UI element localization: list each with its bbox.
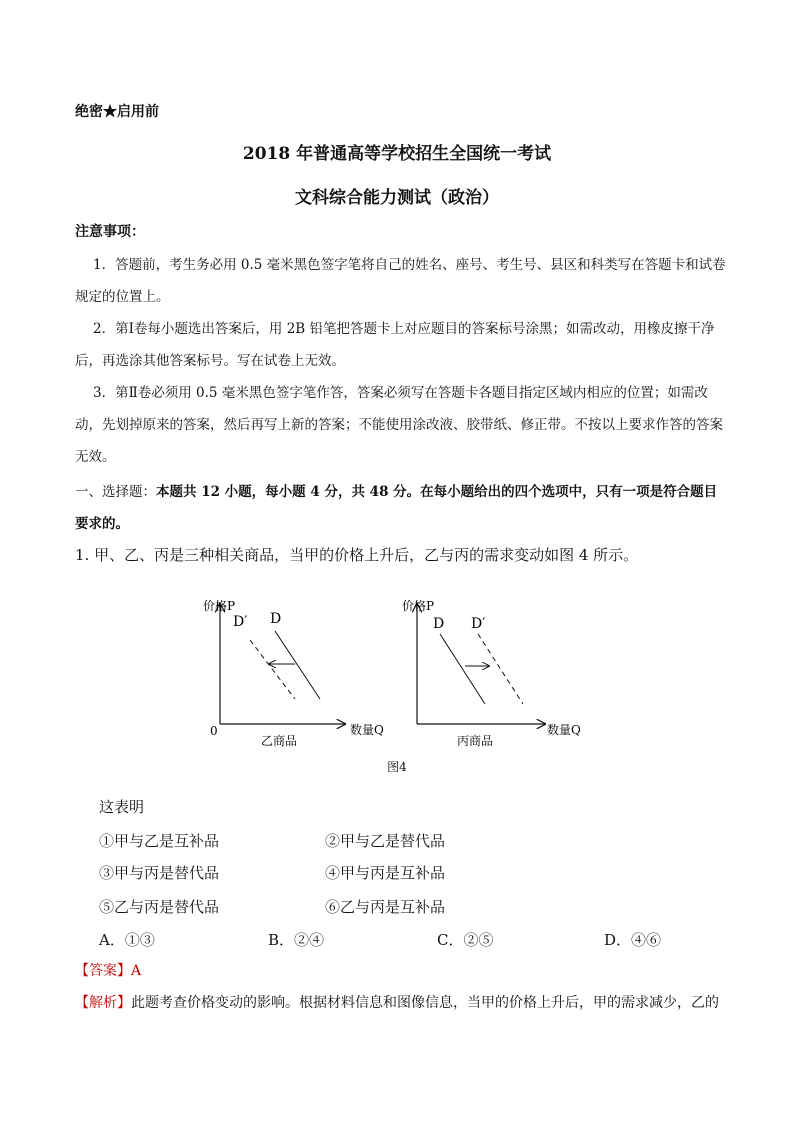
left-product-label: 乙商品 — [261, 734, 298, 748]
analysis-tag: 【解析】 — [75, 995, 131, 1011]
statement-3: ③甲与丙是替代品 — [99, 864, 220, 882]
left-chart — [203, 598, 384, 748]
statement-5: ⑤乙与丙是替代品 — [99, 898, 220, 916]
left-origin-label: 0 — [210, 724, 218, 738]
right-curve-new-label: D′ — [471, 616, 486, 632]
answer-value: A — [131, 963, 142, 979]
analysis-line — [75, 992, 719, 1012]
left-x-label: 数量Q — [350, 723, 384, 737]
statement-2: ②甲与乙是替代品 — [325, 832, 446, 850]
question-stem: 1. 甲、乙、丙是三种相关商品，当甲的价格上升后，乙与丙的需求变动如图 4 所示。 — [75, 546, 639, 564]
notice-item-1: 1．答题前，考生务必用 0.5 毫米黑色签字笔将自己的姓名、座号、考生号、县区和科类写在答题卡和试卷规定的位置上。 — [75, 257, 726, 305]
exam-title: 2018 年普通高等学校招生全国统一考试 — [242, 144, 552, 164]
right-y-label: 价格P — [402, 599, 435, 613]
section-heading: 一、选择题： — [75, 484, 156, 500]
notice-item-2: 2．第Ⅰ卷每小题选出答案后，用 2B 铅笔把答题卡上对应题目的答案标号涂黑；如需改动，用橡皮擦干净后，再选涂其他答案标号。写在试卷上无效。 — [75, 321, 715, 369]
analysis-text: 此题考查价格变动的影响。根据材料信息和图像信息，当甲的价格上升后，甲的需求减少，乙的 — [131, 995, 719, 1011]
choice-a: A．①③ — [99, 931, 155, 949]
right-chart — [402, 598, 581, 748]
right-product-label: 丙商品 — [457, 734, 494, 748]
demand-shift-figure — [195, 592, 595, 752]
left-curve-old-label: D — [270, 611, 282, 627]
left-y-label: 价格P — [203, 599, 236, 613]
confidential-label: 绝密★启用前 — [75, 104, 159, 120]
section-rule: 本题共 12 小题，每小题 4 分，共 48 分。在每小题给出的四个选项中，只有一项是符合题目要求的。 — [75, 484, 718, 532]
choice-d: D．④⑥ — [604, 931, 662, 949]
right-curve-old — [440, 634, 485, 704]
notice-heading: 注意事项： — [75, 224, 145, 240]
choice-b: B．②④ — [268, 931, 325, 949]
answer-line — [75, 960, 141, 980]
exam-subtitle: 文科综合能力测试（政治） — [295, 188, 499, 208]
notice-item-3: 3．第Ⅱ卷必须用 0.5 毫米黑色签字笔作答，答案必须写在答题卡各题目指定区域内相应的位置；如需改动，先划掉原来的答案，然后再写上新的答案；不能使用涂改液、胶带纸、修正带。不按以上要求作答的答案无效。 — [75, 385, 723, 465]
choice-c: C．②⑤ — [437, 931, 494, 949]
right-x-label: 数量Q — [547, 723, 581, 737]
answer-tag: 【答案】 — [75, 963, 131, 979]
statement-6: ⑥乙与丙是互补品 — [325, 898, 446, 916]
left-curve-new — [250, 640, 295, 699]
left-curve-old — [275, 631, 320, 699]
statement-4: ④甲与丙是互补品 — [325, 864, 446, 882]
right-curve-new — [478, 634, 523, 704]
section-instructions — [75, 476, 730, 540]
question-intro: 这表明 — [99, 798, 145, 816]
figure-caption: 图4 — [387, 760, 407, 774]
statement-1: ①甲与乙是互补品 — [99, 832, 220, 850]
right-curve-old-label: D — [433, 616, 445, 632]
left-curve-new-label: D′ — [233, 614, 248, 630]
